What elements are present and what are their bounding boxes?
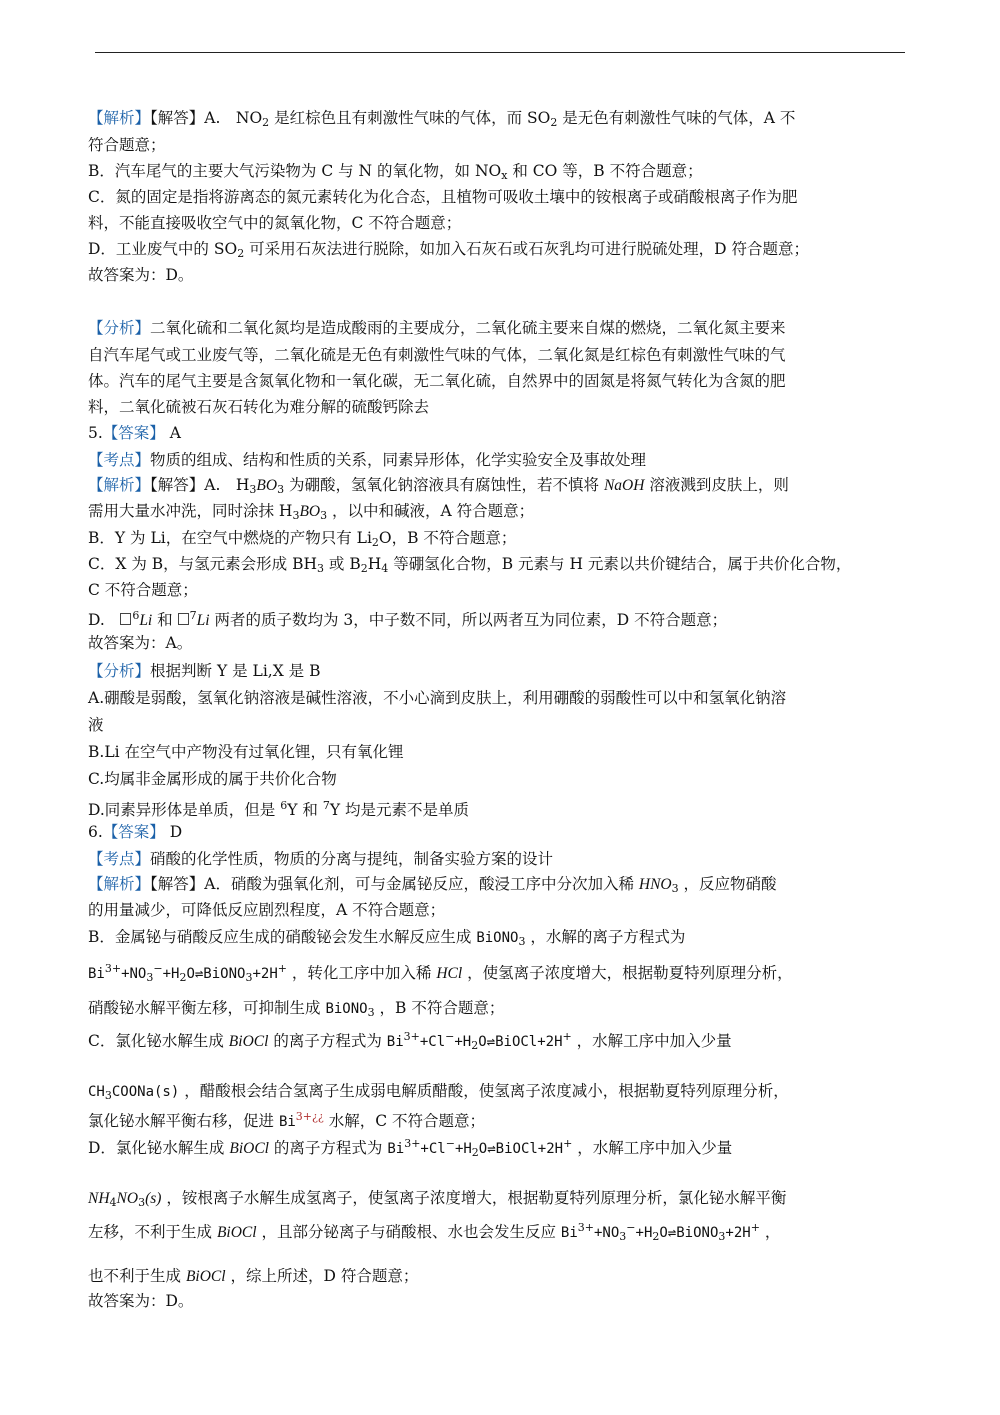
text-segment: 3+ (404, 1137, 421, 1150)
text-segment: O，B 不符合题意； (378, 529, 517, 547)
text-segment: 2 (471, 1039, 479, 1052)
text-segment: D．氯化铋水解生成 (88, 1139, 230, 1157)
text-segment: − (445, 1030, 455, 1043)
missing-glyph-icon (120, 613, 131, 625)
text-line (88, 186, 797, 208)
text-segment: 【分析】 (88, 319, 151, 337)
text-segment: 故答案为：A。 (88, 634, 193, 652)
text-segment: 3 (367, 1006, 375, 1019)
text-segment: COONa(s) (111, 1084, 180, 1100)
text-line (88, 107, 795, 134)
text-segment: 两者的质子数均为 3，中子数不同，所以两者互为同位素，D 不符合题意； (209, 611, 728, 629)
text-segment: 【考点】 (88, 451, 151, 469)
text-segment: 硝酸铋水解平衡左移，可抑制生成 (88, 999, 326, 1017)
text-segment: +Cl (420, 1141, 446, 1157)
text-segment: ， (759, 1223, 781, 1241)
text-segment: HCl (436, 965, 463, 982)
text-segment: 4 (109, 1196, 117, 1209)
text-segment: D．工业废气中的 SO (88, 240, 238, 258)
text-segment: C．氮的固定是指将游离态的氮元素转化为化合态，且植物可吸收土壤中的铵根离子或硝酸根离子作为肥 (88, 188, 798, 206)
text-line (88, 370, 786, 392)
text-segment: BiOCl (216, 1224, 257, 1241)
text-segment: +NO (594, 1225, 620, 1241)
text-segment: 3+¿¿ (295, 1110, 324, 1123)
text-line (88, 1290, 193, 1312)
text-line (88, 212, 461, 234)
text-segment: 3 (718, 1230, 726, 1243)
text-segment: 2 (237, 247, 245, 260)
text-line (88, 160, 703, 187)
text-segment: + (277, 962, 287, 975)
text-segment: 可采用石灰法进行脱除，如加入石灰石或石灰乳均可进行脱硫处理，D 符合题意； (244, 240, 809, 258)
text-segment: ，B 不符合题意； (374, 999, 505, 1017)
text-segment: + (562, 1030, 572, 1043)
text-line (88, 317, 786, 339)
text-segment: 需用大量水冲洗，同时涂抹 H (88, 502, 293, 520)
text-segment: Y 和 (287, 801, 323, 819)
text-line (88, 1133, 732, 1164)
text-segment: ，反应物硝酸 (678, 875, 777, 893)
text-segment: Bi (386, 1034, 404, 1050)
text-line (88, 632, 192, 654)
text-line (88, 1187, 786, 1214)
text-segment: 3 (518, 935, 526, 948)
text-segment: Li (196, 612, 210, 629)
text-segment: 硝酸的化学性质，物质的分离与提纯，制备实验方案的设计 (150, 850, 554, 868)
text-segment: 溶液溅到皮肤上，则 (644, 476, 789, 494)
text-segment: NaOH (603, 477, 645, 494)
text-segment: 2 (360, 562, 368, 575)
text-segment: 【答案】 (102, 424, 165, 442)
text-segment: D (164, 823, 183, 841)
text-segment: ，转化工序中加入稀 (286, 964, 437, 982)
text-segment: C．氯化铋水解生成 (88, 1032, 229, 1050)
text-segment: Bi (560, 1225, 578, 1241)
text-line (88, 553, 851, 580)
text-segment: ，水解的离子方程式为 (525, 928, 686, 946)
text-line (88, 848, 553, 870)
text-segment: ，醋酸根会结合氢离子生成弱电解质醋酸，使氢离子浓度减小，根据勒夏特列原理分析， (179, 1082, 789, 1100)
text-segment: 3 (320, 509, 328, 522)
text-segment: 料，二氧化硫被石灰石转化为难分解的硫酸钙除去 (88, 398, 430, 416)
text-segment: 左移，不利于生成 (88, 1223, 217, 1241)
text-segment: HNO (638, 876, 672, 893)
text-segment: 的离子方程式为 (268, 1032, 387, 1050)
text-segment: Li (139, 612, 153, 629)
text-line (88, 605, 727, 632)
text-segment: 3 (138, 1196, 146, 1209)
text-segment: Bi (387, 1141, 405, 1157)
text-segment: 6 (132, 609, 140, 622)
text-segment: D.同素异形体是单质，但是 (88, 801, 281, 819)
text-segment: 2 (371, 536, 379, 549)
text-segment: 2 (550, 116, 558, 129)
text-segment: 液 (88, 716, 104, 734)
text-line (88, 344, 786, 366)
text-segment: Bi (88, 966, 105, 982)
text-segment: C 不符合题意； (88, 581, 198, 599)
text-segment: +Cl (419, 1034, 446, 1050)
text-segment: 或 B (323, 555, 361, 573)
text-segment: 的用量减少，可降低反应剧烈程度，A 不符合题意； (88, 901, 446, 919)
text-segment: 3+ (104, 962, 122, 975)
text-segment: D. (88, 611, 121, 629)
text-segment: − (445, 1137, 455, 1150)
text-segment: 3 (277, 483, 285, 496)
text-line (88, 264, 193, 286)
text-segment: +2H (725, 1225, 751, 1241)
text-segment: 2 (179, 971, 187, 984)
text-line (88, 873, 777, 900)
text-segment: 3 (146, 971, 154, 984)
text-segment: 2 (471, 1146, 479, 1159)
text-segment: 3 (671, 882, 679, 895)
text-line (88, 422, 181, 444)
text-line (88, 741, 404, 763)
text-segment: 和 CO 等，B 不符合题意； (507, 162, 703, 180)
text-segment: O⇌BiOCl+2H (478, 1034, 563, 1050)
text-line (88, 474, 789, 501)
text-segment: 【分析】 (88, 662, 151, 680)
text-segment: BiOCl (185, 1268, 226, 1285)
text-segment: ，水解工序中加入少量 (572, 1139, 733, 1157)
text-segment: 故答案为：D。 (88, 1292, 194, 1310)
text-segment: B．Y 为 Li，在空气中燃烧的产物只有 Li (88, 529, 372, 547)
missing-glyph-icon (178, 613, 189, 625)
text-segment: + (750, 1221, 760, 1234)
text-line (88, 449, 646, 471)
text-segment: 3 (316, 562, 324, 575)
text-segment: 【考点】 (88, 850, 151, 868)
text-segment: 【解答】A. H (150, 476, 250, 494)
text-line (88, 1265, 418, 1288)
text-line (88, 714, 104, 736)
text-segment: ，铵根离子水解生成氢离子，使氢离子浓度增大，根据勒夏特列原理分析，氯化铋水解平衡 (161, 1189, 787, 1207)
text-segment: +H (454, 1034, 472, 1050)
text-line (88, 500, 534, 527)
text-segment: 6. (88, 823, 103, 841)
text-segment: +2H (252, 966, 278, 982)
text-segment: 故答案为：D。 (88, 266, 194, 284)
text-segment: 3+ (577, 1221, 594, 1234)
text-line (88, 579, 198, 601)
text-segment: 6 (280, 799, 288, 812)
text-segment: 2 (652, 1230, 660, 1243)
text-segment: 【解析】 (88, 875, 151, 893)
text-segment: 【解答】A．硝酸为强氧化剂，可与金属铋反应，酸浸工序中分次加入稀 (150, 875, 639, 893)
text-segment: B.Li 在空气中产物没有过氧化锂，只有氧化锂 (88, 743, 404, 761)
text-line (88, 958, 793, 989)
text-segment: 符合题意； (88, 136, 166, 154)
text-segment: 二氧化硫和二氧化氮均是造成酸雨的主要成分，二氧化硫主要来自煤的燃烧，二氧化氮主要来 (150, 319, 786, 337)
text-segment: BiOCl (228, 1033, 269, 1050)
text-segment: 7 (322, 799, 330, 812)
text-segment: 7 (189, 609, 197, 622)
text-segment: ，使氢离子浓度增大，根据勒夏特列原理分析， (462, 964, 793, 982)
text-segment: O⇌BiONO (659, 1225, 719, 1241)
text-segment: B．汽车尾气的主要大气污染物为 C 与 N 的氧化物，如 NO (88, 162, 502, 180)
text-segment: 氯化铋水解平衡右移，促进 (88, 1112, 279, 1130)
text-segment: NH (88, 1190, 110, 1207)
text-segment: 料，不能直接吸收空气中的氮氧化物，C 不符合题意； (88, 214, 462, 232)
text-segment: BO (256, 477, 278, 494)
text-segment: ，以中和碱液，A 符合题意； (327, 502, 535, 520)
text-segment: BiOCl (229, 1140, 269, 1157)
text-segment: 【解答】A. NO (150, 109, 263, 127)
text-segment: 【解析】 (88, 109, 151, 127)
text-segment: 3 (292, 509, 300, 522)
text-segment: ，综上所述，D 符合题意； (225, 1267, 419, 1285)
text-segment: 【答案】 (102, 823, 165, 841)
text-segment: 水解，C 不符合题意； (323, 1112, 486, 1130)
text-segment: 为硼酸，氢氧化钠溶液具有腐蚀性，若不慎将 (284, 476, 604, 494)
text-segment: − (626, 1221, 636, 1234)
text-segment: 3 (619, 1230, 627, 1243)
text-segment: + (563, 1137, 573, 1150)
text-segment: 自汽车尾气或工业废气等，二氧化硫是无色有刺激性气味的气体，二氧化氮是红棕色有刺激性气味的气 (88, 346, 786, 364)
text-segment: 3 (249, 483, 257, 496)
text-segment: 2 (262, 116, 270, 129)
text-segment: Y 均是元素不是单质 (329, 801, 469, 819)
text-segment: BO (299, 503, 321, 520)
text-segment: CH (88, 1084, 105, 1100)
text-line (88, 527, 516, 554)
text-line (88, 899, 445, 921)
text-line (88, 1217, 780, 1248)
text-segment: 4 (381, 562, 389, 575)
text-segment: 等硼氢化合物，B 元素与 H 元素以共价键结合，属于共价化合物， (388, 555, 852, 573)
text-line (88, 396, 429, 418)
text-segment: 根据判断 Y 是 Li,X 是 B (150, 662, 321, 680)
text-segment: 【解析】 (88, 476, 151, 494)
text-segment: NO (116, 1190, 139, 1207)
text-segment: 的离子方程式为 (268, 1139, 388, 1157)
text-segment: C.均属非金属形成的属于共价化合物 (88, 770, 337, 788)
text-segment: x (501, 169, 508, 182)
text-segment: +NO (121, 966, 147, 982)
text-segment: A.硼酸是弱酸，氢氧化钠溶液是碱性溶液，不小心滴到皮肤上，利用硼酸的弱酸性可以中和氢氧化钠溶 (88, 689, 787, 707)
text-line (88, 238, 809, 265)
text-line (88, 997, 504, 1024)
text-segment: BiONO (325, 1001, 368, 1017)
text-segment: BiONO (476, 930, 519, 946)
header-rule (95, 52, 905, 53)
text-segment: 是无色有刺激性气味的气体，A 不 (557, 109, 796, 127)
text-segment: B．金属铋与硝酸反应生成的硝酸铋会发生水解反应生成 (88, 928, 477, 946)
text-segment: 也不利于生成 (88, 1267, 186, 1285)
text-segment: O⇌BiOCl+2H (478, 1141, 564, 1157)
text-segment: Bi (278, 1114, 296, 1130)
text-segment: +H (454, 1141, 472, 1157)
text-segment: 3+ (403, 1030, 420, 1043)
text-segment: 物质的组成、结构和性质的关系，同素异形体，化学实验安全及事故处理 (150, 451, 647, 469)
text-segment: (s) (145, 1190, 162, 1207)
text-segment: 是红棕色且有刺激性气味的气体，而 SO (269, 109, 551, 127)
text-segment: ，且部分铋离子与硝酸根、水也会发生反应 (256, 1223, 561, 1241)
text-segment: H (367, 555, 382, 573)
text-segment: 体。汽车的尾气主要是含氮氧化物和一氧化碳，无二氧化硫，自然界中的固氮是将氮气转化为含氮的肥 (88, 372, 786, 390)
text-line (88, 768, 337, 790)
text-segment: 和 (152, 611, 178, 629)
text-segment: +H (162, 966, 180, 982)
text-line (88, 687, 786, 709)
text-line (88, 134, 166, 156)
text-segment: 5. (88, 424, 103, 442)
text-line (88, 795, 469, 821)
text-segment: ，水解工序中加入少量 (571, 1032, 732, 1050)
text-line (88, 1080, 789, 1107)
text-segment: C．X 为 B，与氢元素会形成 BH (88, 555, 317, 573)
text-segment: O⇌BiONO (186, 966, 246, 982)
text-line (88, 1106, 485, 1133)
text-segment: A (164, 424, 181, 442)
text-line (88, 1026, 732, 1057)
text-segment: 3 (245, 971, 253, 984)
text-line (88, 926, 685, 953)
text-segment: − (153, 962, 163, 975)
text-segment: +H (635, 1225, 653, 1241)
text-line (88, 821, 182, 843)
text-line (88, 660, 321, 682)
text-segment: 3 (104, 1089, 112, 1102)
